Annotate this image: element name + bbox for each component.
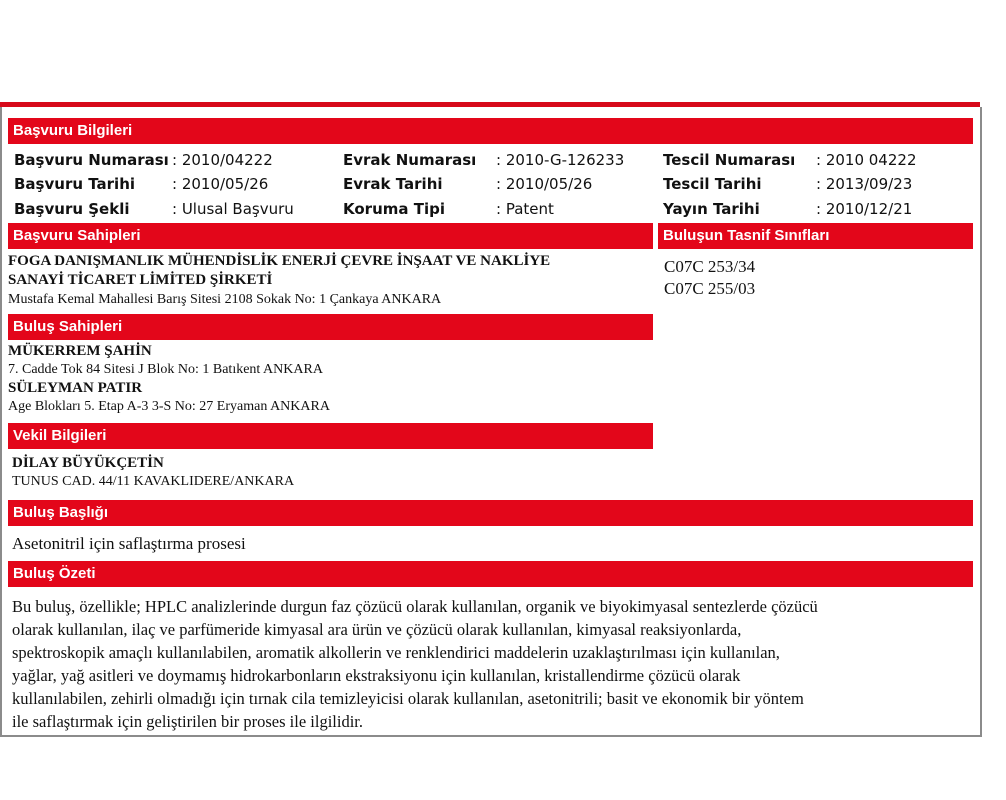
abstract-line: Bu buluş, özellikle; HPLC analizlerinde durgun faz çözücü olarak kullanılan, organik ve biyokimyasal sentezlerde çözücü xyxy=(12,597,818,616)
applicant-name-line-2: SANAYİ TİCARET LİMİTED ŞİRKETİ xyxy=(8,272,273,288)
abstract-line: spektroskopik amaçlı kullanılabilen, aromatik alkollerin ve renklendirici maddelerin uzaklaştırılması için kullanılan, xyxy=(12,643,780,662)
section-header-basvuru-sahipleri: Başvuru Sahipleri xyxy=(8,223,653,249)
label-yayin-tarihi: Yayın Tarihi xyxy=(663,200,760,218)
applicant-address: Mustafa Kemal Mahallesi Barış Sitesi 2108 Sokak No: 1 Çankaya ANKARA xyxy=(8,292,442,307)
invention-title: Asetonitril için saflaştırma prosesi xyxy=(12,534,246,553)
inventor-name-2: SÜLEYMAN PATIR xyxy=(8,380,143,396)
attorney-name: DİLAY BÜYÜKÇETİN xyxy=(12,455,164,471)
section-header-basvuru-bilgileri: Başvuru Bilgileri xyxy=(8,118,973,144)
value-basvuru-numarasi: : 2010/04222 xyxy=(172,151,273,169)
value-yayin-tarihi: : 2010/12/21 xyxy=(816,200,913,218)
value-basvuru-sekli: : Ulusal Başvuru xyxy=(172,200,294,218)
classification-1: C07C 253/34 xyxy=(664,257,756,276)
label-evrak-tarihi: Evrak Tarihi xyxy=(343,175,443,193)
inventor-name-1: MÜKERREM ŞAHİN xyxy=(8,343,152,359)
label-basvuru-sekli: Başvuru Şekli xyxy=(14,200,130,218)
label-evrak-numarasi: Evrak Numarası xyxy=(343,151,477,169)
label-koruma-tipi: Koruma Tipi xyxy=(343,200,445,218)
label-tescil-tarihi: Tescil Tarihi xyxy=(663,175,762,193)
section-header-bulus-sahipleri: Buluş Sahipleri xyxy=(8,314,653,340)
value-evrak-numarasi: : 2010-G-126233 xyxy=(496,151,625,169)
label-basvuru-numarasi: Başvuru Numarası xyxy=(14,151,169,169)
value-tescil-tarihi: : 2013/09/23 xyxy=(816,175,913,193)
label-tescil-numarasi: Tescil Numarası xyxy=(663,151,796,169)
section-header-vekil-bilgileri: Vekil Bilgileri xyxy=(8,423,653,449)
abstract-line: kullanılabilen, zehirli olmadığı için tırnak cila temizleyicisi olarak kullanılan, asetonitrili; basit ve ekonomik bir yöntem xyxy=(12,689,804,708)
invention-abstract xyxy=(12,595,818,733)
classification-2: C07C 255/03 xyxy=(664,279,756,298)
value-tescil-numarasi: : 2010 04222 xyxy=(816,151,917,169)
section-header-bulus-basligi: Buluş Başlığı xyxy=(8,500,973,526)
applicant-name-line-1: FOGA DANIŞMANLIK MÜHENDİSLİK ENERJİ ÇEVRE İNŞAAT VE NAKLİYE xyxy=(8,253,551,269)
label-basvuru-tarihi: Başvuru Tarihi xyxy=(14,175,136,193)
abstract-line: olarak kullanılan, ilaç ve parfümeride kimyasal ara ürün ve çözücü olarak kullanılan, kimyasal reaksiyonlarda, xyxy=(12,620,742,639)
abstract-line: ile saflaştırmak için geliştirilen bir proses ile ilgilidir. xyxy=(12,712,364,731)
inventor-address-2: Age Blokları 5. Etap A-3 3-S No: 27 Eryaman ANKARA xyxy=(8,399,330,414)
value-koruma-tipi: : Patent xyxy=(496,200,554,218)
inventor-address-1: 7. Cadde Tok 84 Sitesi J Blok No: 1 Batıkent ANKARA xyxy=(8,362,323,377)
value-evrak-tarihi: : 2010/05/26 xyxy=(496,175,593,193)
attorney-address: TUNUS CAD. 44/11 KAVAKLIDERE/ANKARA xyxy=(12,474,295,489)
section-header-tasnif-siniflari: Buluşun Tasnif Sınıfları xyxy=(658,223,973,249)
section-header-bulus-ozeti: Buluş Özeti xyxy=(8,561,973,587)
abstract-line: yağlar, yağ asitleri ve doymamış hidrokarbonların ekstraksiyonu için kullanılan, kristallendirme çözücü olarak xyxy=(12,666,741,685)
value-basvuru-tarihi: : 2010/05/26 xyxy=(172,175,269,193)
